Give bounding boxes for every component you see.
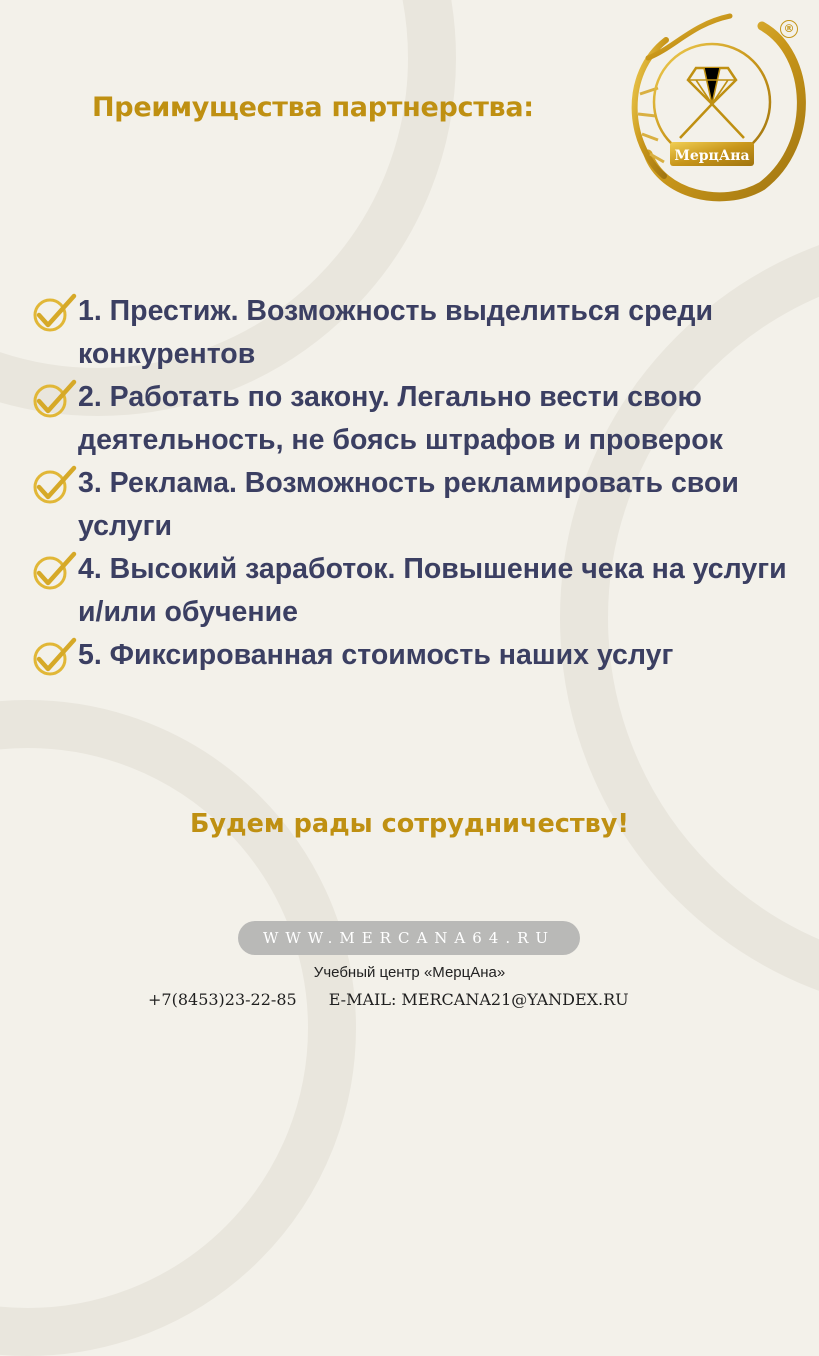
check-circle-icon [30,293,78,333]
check-circle-icon [30,379,78,419]
benefit-item [30,548,810,634]
benefit-text: 4. Высокий заработок. Повышение чека на услуги и/или обучение [78,553,787,628]
benefit-item [30,290,810,376]
benefit-text: 2. Работать по закону. Легально вести свою деятельность, не боясь штрафов и проверок [78,381,723,456]
closing-message: Будем рады сотрудничеству! [189,809,630,839]
check-circle-icon [30,551,78,591]
check-circle-icon [30,637,78,677]
benefit-item [30,462,810,548]
benefit-text: 1. Престиж. Возможность выделиться среди конкурентов [78,295,713,370]
registered-mark: ® [780,20,798,38]
check-circle-icon [30,465,78,505]
background-arc [0,700,356,1356]
benefit-text: 3. Реклама. Возможность рекламировать свои услуги [78,467,739,542]
benefit-item [30,376,810,462]
website-link[interactable]: WWW.MERCANA64.RU [238,921,580,955]
benefit-item [30,634,810,677]
phone-number[interactable]: +7(8453)23-22-85 [148,990,297,1009]
logo-brand-name: МерцАна [674,148,750,164]
email-address[interactable]: E-MAIL: MERCANA21@YANDEX.RU [328,990,629,1009]
center-name: Учебный центр «МерцАна» [313,964,506,981]
benefits-list [30,290,810,677]
page-title: Преимущества партнерства: [92,92,534,123]
benefit-text: 5. Фиксированная стоимость наших услуг [78,639,674,671]
contacts [148,990,629,1009]
